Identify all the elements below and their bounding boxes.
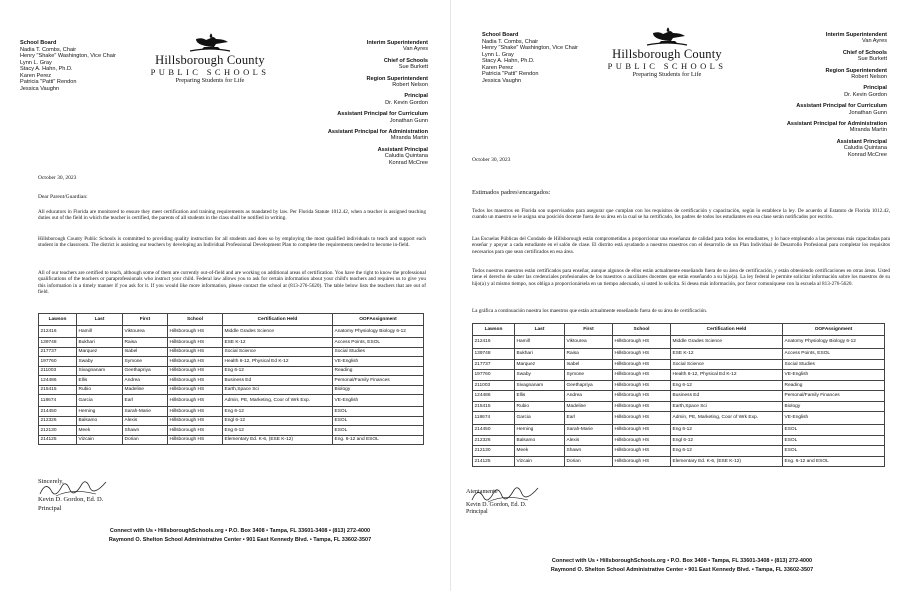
school-board-title: School Board [482, 32, 519, 38]
column-header: School [613, 324, 671, 336]
table-row [473, 380, 885, 391]
school-board-block [482, 32, 578, 84]
table-cell: 217737 [473, 359, 515, 370]
signer-name: Kevin D. Gordon, Ed. D. [38, 496, 104, 503]
board-member: Patricia "Patti" Rendon [20, 79, 77, 85]
table-cell: Eng. 6-12 and ESOL [783, 456, 885, 467]
table-row [39, 416, 424, 426]
handwritten-signature [468, 482, 548, 508]
table-cell: ESOL [783, 425, 885, 436]
table-cell: Rubio [77, 385, 123, 395]
board-member: Henry "Shake" Washington, Vice Chair [20, 53, 117, 59]
admin-name: Sue Burkett [857, 56, 887, 63]
table-cell: Hillsborough HS [613, 359, 671, 370]
table-cell: Sivagnanam [515, 380, 565, 391]
footer-contact: Connect with Us • HillsboroughSchools.org • P.O. Box 3408 • Tampa, FL 33601-3408 • (813) 272-4000 [551, 558, 813, 564]
table-row [39, 407, 424, 417]
page-divider [450, 0, 451, 591]
district-logo [597, 26, 737, 79]
admin-name: Caludia Quintana Konrad McCree [843, 145, 887, 158]
table-cell: Garcia [77, 395, 123, 407]
footer-contact: Connect with Us • HillsboroughSchools.org • P.O. Box 3408 • Tampa, FL 33601-3408 • (813) 272-4000 [109, 528, 371, 534]
admin-title: Interim Superintendent [825, 32, 887, 38]
table-cell: 211003 [39, 366, 77, 376]
column-header: Lawson [473, 324, 515, 336]
table-row [39, 347, 424, 357]
table-cell: Swaby [515, 370, 565, 381]
table-cell: 212130 [473, 446, 515, 457]
paragraph-3: All of our teachers are certified to teach, although some of them are currently out-of-field and are working on additional areas of certification. You have the right to know the professional qualifications of the teachers or paraprofessionals who instruct your child. Federal law allows you to ask for certain information about your child's teachers and requires us to give you this information in a timely manner if you ask for it. If you would like more information, please contact the school at (813-276-5620). The table below lists the teachers that are out of field. [38, 270, 426, 295]
table-cell: ESE K-12 [671, 349, 783, 360]
table-cell: Earth,Space Sci [223, 385, 333, 395]
board-member: Karen Perez [20, 72, 52, 79]
table-cell: Marquez [77, 347, 123, 357]
table-row [473, 456, 885, 467]
admin-title: Interim Superintendent [366, 40, 428, 46]
column-header: OOFAssignment [783, 324, 885, 336]
table-cell: Hillsborough HS [168, 435, 223, 445]
table-cell: 217737 [39, 347, 77, 357]
table-cell: Sarah-Marie [565, 425, 613, 436]
paragraph-1: All educators in Florida are monitored to ensure they meet certification and training requirements as mandated by law. Per Florida Statute 1012.42, when a teacher is assigned teaching duties out of the field in which the teacher is certified, the parents of all students in the class shall be notified in writing. [38, 209, 426, 222]
lamp-of-learning-icon [182, 32, 238, 54]
signature-block [38, 478, 103, 512]
column-header: First [565, 324, 613, 336]
admin-name: Van Ayres [862, 38, 887, 45]
table-cell: Isabel [565, 359, 613, 370]
board-member: Karen Perez [482, 64, 514, 71]
admin-title: Assistant Principal for Curriculum [337, 111, 428, 118]
table-row [473, 370, 885, 381]
table-row [473, 359, 885, 370]
board-member: Stacy A. Hahn, Ph.D. [20, 66, 73, 72]
table-cell: ESE K-12 [223, 338, 333, 348]
table-cell: Access Points, ESOL [783, 349, 885, 360]
table-cell: Social Science [671, 359, 783, 370]
table-row [473, 425, 885, 436]
table-cell: Symone [123, 357, 168, 367]
table-cell: Earth,Space Sci [671, 401, 783, 412]
table-cell: Business Ed [223, 376, 333, 386]
table-cell: Meek [515, 446, 565, 457]
table-cell: Elementary Ed. K-6, (ESE K-12) [223, 435, 333, 445]
table-row [39, 338, 424, 348]
table-cell: Balsamo [515, 435, 565, 446]
table-cell: Personal/Family Finances [333, 376, 424, 386]
column-header: Last [77, 314, 123, 326]
table-row [39, 395, 424, 407]
table-cell: Hillsborough HS [613, 391, 671, 402]
table-cell: Ellis [77, 376, 123, 386]
table-row [473, 349, 885, 360]
table-cell: Hamill [515, 336, 565, 349]
table-cell: Admin, PE, Marketing, Coor of Wrk Exp. [223, 395, 333, 407]
board-member: Lynn L. Gray [20, 59, 52, 66]
letter-spanish [452, 0, 901, 591]
table-cell: Herning [77, 407, 123, 417]
column-header: Last [515, 324, 565, 336]
table-cell: Hillsborough HS [168, 385, 223, 395]
table-cell: Hamill [77, 326, 123, 338]
table-cell: VE-English [783, 370, 885, 381]
admin-name: Miranda Martin [390, 135, 428, 142]
admin-title: Assistant Principal for Curriculum [796, 103, 887, 110]
table-cell: 212326 [39, 416, 77, 426]
administration-block [288, 40, 428, 171]
column-header: Lawson [39, 314, 77, 326]
table-cell: Admin, PE, Marketing, Coor of Wrk Exp. [671, 412, 783, 425]
table-cell: Marquez [515, 359, 565, 370]
admin-title: Assistant Principal [377, 146, 428, 153]
table-cell: 214450 [39, 407, 77, 417]
signature-block [466, 488, 526, 515]
table-cell: Geethapriya [123, 366, 168, 376]
board-member: Nadia T. Combs, Chair [20, 46, 77, 53]
table-row [473, 391, 885, 402]
table-cell: Swaby [77, 357, 123, 367]
table-cell: Hillsborough HS [613, 401, 671, 412]
admin-title: Chief of Schools [842, 49, 887, 56]
table-cell: Balsamo [77, 416, 123, 426]
table-row [473, 401, 885, 412]
table-cell: Meek [77, 426, 123, 436]
table-row [39, 376, 424, 386]
table-cell: 215415 [39, 385, 77, 395]
table-cell: Eng 6-12 [223, 426, 333, 436]
table-cell: Eng 6-12 [223, 407, 333, 417]
admin-name: Van Ayres [403, 46, 428, 53]
table-cell: Health 6-12, Physical Ed K-12 [671, 370, 783, 381]
lamp-of-learning-icon [639, 26, 695, 48]
table-cell: Raisa [565, 349, 613, 360]
paragraph-2: Hillsborough County Public Schools is committed to providing quality instruction for all students and does so by employing the most qualified individuals to teach and support each student in the classroom. The district is assisting our teachers by developing an Individual Professional Development Plan to complete the requirements needed to become in-field. [38, 236, 426, 249]
district-name: Hillsborough County [612, 47, 722, 61]
table-cell: Garcia [515, 412, 565, 425]
table-cell: Herning [515, 425, 565, 436]
table-row [39, 326, 424, 338]
table-cell: Alexis [565, 435, 613, 446]
table-cell: Vizcain [77, 435, 123, 445]
letter-date: October 30, 2023 [472, 157, 511, 163]
signer-name: Kevin D. Gordon, Ed. D. [466, 502, 527, 508]
table-cell: Anatomy Physiology Biology 6-12 [783, 336, 885, 349]
salutation: Dear Parent/Guardian: [38, 194, 88, 200]
table-cell: Social Studies [333, 347, 424, 357]
table-cell: Hillsborough HS [613, 435, 671, 446]
table-cell: Vizcain [515, 456, 565, 467]
table-cell: Hillsborough HS [613, 380, 671, 391]
out-of-field-teachers-table [38, 313, 424, 445]
table-cell: Eng 6-12 [671, 446, 783, 457]
admin-title: Region Superintendent [366, 75, 428, 82]
table-cell: Bukhari [515, 349, 565, 360]
footer-address: Raymond O. Shelton School Administrative Center • 901 East Kennedy Blvd. • Tampa, FL 33602-3507 [108, 536, 372, 543]
admin-title: Principal [404, 93, 428, 100]
table-cell: VE-English [333, 357, 424, 367]
table-cell: Viktourea [565, 336, 613, 349]
table-cell: ESOL [333, 416, 424, 426]
letter-english [0, 0, 450, 591]
table-row [39, 366, 424, 376]
table-cell: Dorian [123, 435, 168, 445]
table-cell: Business Ed [671, 391, 783, 402]
table-cell: VE-English [333, 395, 424, 407]
table-cell: ESOL [783, 446, 885, 457]
table-cell: 212416 [39, 326, 77, 338]
table-cell: Hillsborough HS [613, 336, 671, 349]
table-cell: Engl 6-12 [671, 435, 783, 446]
table-cell: Reading [333, 366, 424, 376]
table-header-row [39, 314, 424, 326]
table-cell: Raisa [123, 338, 168, 348]
column-header: Certification Held [671, 324, 783, 336]
column-header: Certification Held [223, 314, 333, 326]
table-cell: Hillsborough HS [168, 395, 223, 407]
table-cell: Eng 6-12 [671, 425, 783, 436]
paragraph-2: Las Escuelas Públicas del Condado de Hillsborough están comprometidas a proporcionar una enseñanza de calidad para todos los estudiantes, y lo hace empleando a las personas más capacitadas para enseñar y apoyar a cada estudiante en el salón de clase. El distrito está ayudando a nuestros maestros con el desarrollo de un Plan Individual de Desarrollo Profesional para completar los requisitos necesarios para que sean certificados en esa área. [472, 236, 890, 255]
table-cell: Hillsborough HS [168, 338, 223, 348]
table-cell: Hillsborough HS [613, 412, 671, 425]
admin-name: Sue Burkett [398, 64, 428, 71]
footer [482, 557, 882, 574]
table-cell: Eng 6-12 [223, 366, 333, 376]
table-cell: Hillsborough HS [613, 349, 671, 360]
table-cell: ESOL [333, 407, 424, 417]
closing: Sincerely, [38, 478, 64, 485]
admin-name: Jonathan Gunn [848, 109, 887, 116]
admin-name: Dr. Kevin Gordon [385, 99, 428, 106]
table-cell: 139748 [473, 349, 515, 360]
table-cell: Biology [333, 385, 424, 395]
table-cell: Hillsborough HS [168, 426, 223, 436]
board-member: Henry "Shake" Washington, Vice Chair [482, 45, 579, 51]
table-cell: Isabel [123, 347, 168, 357]
board-member: Jessica Vaughn [20, 85, 60, 92]
paragraph-4: La gráfica a continuación nuestra los maestros que están actualmente enseñando fuera de su área de certificación. [472, 308, 708, 314]
paragraph-1: Todos los maestros en Florida son supervisados para asegurar que cumplan con los requisitos de certificación y capacitación, según lo establece la ley. De acuerdo al Estatuto de Florida 1012.42, cuando un maestro se le asigna una posición docente fuera de su área en la cual se ha certificado, los padres de todos los estudiantes en esa clase serán notificados por escrito. [472, 208, 890, 221]
column-header: OOFAssignment [333, 314, 424, 326]
table-cell: Andrea [565, 391, 613, 402]
table-cell: 214450 [473, 425, 515, 436]
signer-title: Principal [38, 505, 62, 512]
board-member: Stacy A. Hahn, Ph.D. [482, 58, 535, 64]
district-logo [140, 32, 280, 85]
admin-name: Dr. Kevin Gordon [844, 91, 887, 98]
table-cell: Middle Grades Science [223, 326, 333, 338]
admin-name: Caludia Quintana Konrad McCree [384, 153, 428, 166]
table-cell: Biology [783, 401, 885, 412]
table-cell: Bukhari [77, 338, 123, 348]
table-cell: Hillsborough HS [613, 370, 671, 381]
district-subtitle: PUBLIC SCHOOLS [150, 67, 270, 77]
table-cell: 214125 [39, 435, 77, 445]
table-cell: 118674 [473, 412, 515, 425]
footer-address: Raymond O. Shelton School Administrative Center • 901 East Kennedy Blvd. • Tampa, FL 33602-3507 [550, 566, 814, 573]
administration-block [737, 32, 887, 163]
table-cell: Ellis [515, 391, 565, 402]
table-cell: Hillsborough HS [168, 407, 223, 417]
table-cell: Hillsborough HS [613, 456, 671, 467]
table-cell: Eng 6-12 [671, 380, 783, 391]
table-cell: Geethapriya [565, 380, 613, 391]
table-cell: Hillsborough HS [168, 376, 223, 386]
board-member: Patricia "Patti" Rendon [482, 71, 539, 77]
table-cell: Hillsborough HS [168, 366, 223, 376]
table-cell: Alexis [123, 416, 168, 426]
district-tagline: Preparing Students for Life [632, 71, 702, 78]
district-tagline: Preparing Students for Life [175, 77, 245, 84]
table-cell: Anatomy Physiology Biology 6-12 [333, 326, 424, 338]
table-row [473, 446, 885, 457]
table-cell: Shawn [123, 426, 168, 436]
school-board-block [20, 40, 116, 92]
table-cell: Hillsborough HS [168, 357, 223, 367]
admin-name: Robert Nelson [851, 74, 887, 81]
table-cell: Elementary Ed. K-6, (ESE K-12) [671, 456, 783, 467]
admin-name: Miranda Martin [849, 127, 887, 134]
board-member: Nadia T. Combs, Chair [482, 38, 539, 45]
table-cell: 214125 [473, 456, 515, 467]
table-cell: Health 6-12, Physical Ed K-12 [223, 357, 333, 367]
closing: Atentamente [466, 488, 498, 495]
table-cell: Reading [783, 380, 885, 391]
table-cell: Viktourea [123, 326, 168, 338]
table-cell: 197760 [39, 357, 77, 367]
admin-title: Chief of Schools [383, 57, 428, 64]
table-row [39, 426, 424, 436]
table-cell: Earl [123, 395, 168, 407]
admin-title: Assistant Principal for Administration [786, 121, 887, 128]
table-cell: Madeline [565, 401, 613, 412]
table-cell: ESOL [333, 426, 424, 436]
school-board-title: School Board [20, 40, 57, 46]
column-header: School [168, 314, 223, 326]
admin-title: Region Superintendent [825, 67, 887, 74]
table-cell: 215415 [473, 401, 515, 412]
table-cell: Shawn [565, 446, 613, 457]
table-cell: 212416 [473, 336, 515, 349]
signer-title: Principal [466, 509, 488, 515]
table-cell: Social Science [223, 347, 333, 357]
table-cell: 124486 [473, 391, 515, 402]
table-cell: Symone [565, 370, 613, 381]
table-cell: Hillsborough HS [168, 326, 223, 338]
footer [40, 527, 440, 544]
table-cell: VE-English [783, 412, 885, 425]
table-cell: 139748 [39, 338, 77, 348]
table-cell: ESOL [783, 435, 885, 446]
table-row [473, 336, 885, 349]
admin-name: Jonathan Gunn [389, 117, 428, 124]
table-cell: Hillsborough HS [613, 425, 671, 436]
table-header-row [473, 324, 885, 336]
out-of-field-teachers-table [472, 323, 885, 467]
table-cell: Eng. 6-12 and ESOL [333, 435, 424, 445]
letter-date: October 30, 2023 [38, 175, 77, 181]
board-member: Lynn L. Gray [482, 51, 514, 58]
table-cell: Earl [565, 412, 613, 425]
admin-title: Assistant Principal [836, 138, 887, 145]
table-row [39, 435, 424, 445]
table-cell: 212130 [39, 426, 77, 436]
table-row [473, 412, 885, 425]
board-member: Jessica Vaughn [482, 77, 522, 84]
table-cell: Dorian [565, 456, 613, 467]
table-cell: Sivagnanam [77, 366, 123, 376]
table-cell: Middle Grades Science [671, 336, 783, 349]
table-cell: Personal/Family Finances [783, 391, 885, 402]
table-cell: 212326 [473, 435, 515, 446]
district-subtitle: PUBLIC SCHOOLS [607, 61, 727, 71]
table-cell: Sarah-Marie [123, 407, 168, 417]
table-cell: Madeline [123, 385, 168, 395]
district-name: Hillsborough County [155, 53, 265, 67]
table-cell: Engl 6-12 [223, 416, 333, 426]
table-cell: Andrea [123, 376, 168, 386]
admin-title: Assistant Principal for Administration [327, 129, 428, 136]
table-cell: Rubio [515, 401, 565, 412]
column-header: First [123, 314, 168, 326]
paragraph-3: Todos nuestros maestros están certificados para enseñar, aunque algunos de ellos están actualmente enseñando fuera de su área de certificación, y están obteniendo certificaciones en otras áreas. Usted tiene el derecho de saber las credenciales profesionales de los maestros o auxiliares docentes que están enseñando a su hijo(a). La ley federal le permite solicitar información sobre los maestros de su hijo(a) y al mismo tiempo, nos obliga a proporcionársela en un tiempo adecuado, si usted lo solicita. Si desea más información, por favor comuníquese con la escuela al 813-276-5620. [472, 268, 890, 287]
admin-title: Principal [863, 85, 887, 92]
admin-name: Robert Nelson [392, 82, 428, 89]
table-cell: Hillsborough HS [168, 416, 223, 426]
table-row [473, 435, 885, 446]
table-cell: Hillsborough HS [613, 446, 671, 457]
table-row [39, 357, 424, 367]
table-cell: 118674 [39, 395, 77, 407]
salutation: Estimados padres\encargados: [472, 189, 551, 196]
table-cell: 211003 [473, 380, 515, 391]
table-cell: Access Points, ESOL [333, 338, 424, 348]
table-cell: Hillsborough HS [168, 347, 223, 357]
table-cell: 197760 [473, 370, 515, 381]
table-row [39, 385, 424, 395]
table-cell: Social Studies [783, 359, 885, 370]
table-cell: 124486 [39, 376, 77, 386]
